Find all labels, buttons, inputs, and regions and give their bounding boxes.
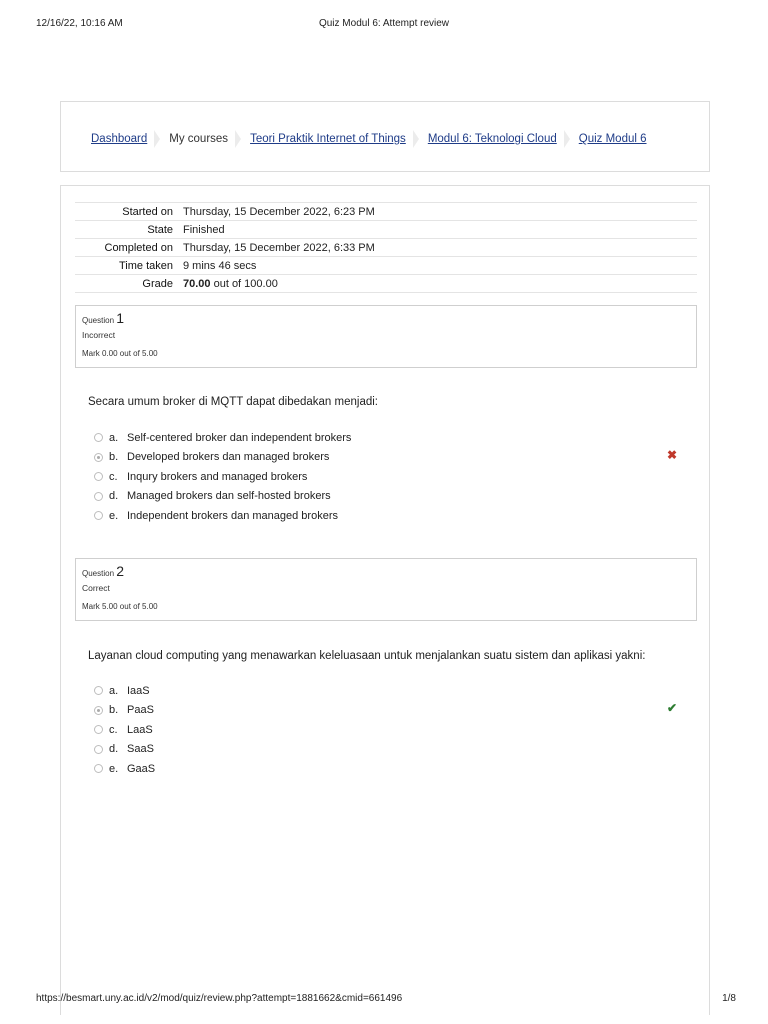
question-state: Correct bbox=[82, 583, 110, 593]
answer-letter: b. bbox=[109, 704, 119, 717]
breadcrumb-card bbox=[60, 101, 710, 172]
answer-option-c[interactable] bbox=[94, 467, 351, 487]
answer-option-a[interactable] bbox=[94, 428, 351, 448]
answer-text: Managed brokers dan self-hosted brokers bbox=[127, 490, 331, 503]
radio-button-selected[interactable] bbox=[94, 706, 103, 715]
grade-value: 70.00 bbox=[183, 277, 211, 290]
answer-text: Developed brokers dan managed brokers bbox=[127, 451, 330, 464]
summary-row-state bbox=[75, 221, 697, 239]
radio-button[interactable] bbox=[94, 492, 103, 501]
answer-letter: e. bbox=[109, 509, 119, 522]
breadcrumb-separator-icon bbox=[235, 130, 241, 148]
answer-option-e[interactable] bbox=[94, 506, 351, 526]
breadcrumb bbox=[91, 130, 647, 148]
radio-button[interactable] bbox=[94, 764, 103, 773]
attempt-summary-table bbox=[75, 202, 697, 293]
breadcrumb-module[interactable]: Modul 6: Teknologi Cloud bbox=[427, 133, 557, 145]
breadcrumb-separator-icon bbox=[154, 130, 160, 148]
summary-value: 9 mins 46 secs bbox=[183, 259, 257, 272]
answer-letter: c. bbox=[109, 723, 118, 736]
answer-option-d[interactable] bbox=[94, 740, 155, 760]
print-title: Quiz Modul 6: Attempt review bbox=[318, 18, 450, 29]
breadcrumb-quiz[interactable]: Quiz Modul 6 bbox=[578, 133, 647, 145]
answer-text: Self-centered broker dan independent brokers bbox=[127, 431, 352, 444]
print-page-number: 1/8 bbox=[722, 993, 736, 1004]
radio-button-selected[interactable] bbox=[94, 453, 103, 462]
answer-text: GaaS bbox=[127, 762, 156, 775]
breadcrumb-dashboard[interactable]: Dashboard bbox=[91, 133, 148, 145]
answer-letter: b. bbox=[109, 451, 119, 464]
summary-value: Thursday, 15 December 2022, 6:23 PM bbox=[183, 205, 375, 218]
summary-row-completed bbox=[75, 239, 697, 257]
radio-button[interactable] bbox=[94, 472, 103, 481]
question-number: 1 bbox=[116, 310, 125, 326]
answer-text: IaaS bbox=[127, 684, 150, 697]
question-label: Question bbox=[82, 316, 115, 325]
answer-letter: e. bbox=[109, 762, 119, 775]
summary-value: Finished bbox=[183, 223, 225, 236]
answer-list bbox=[94, 681, 155, 779]
radio-button[interactable] bbox=[94, 686, 103, 695]
radio-button[interactable] bbox=[94, 511, 103, 520]
answer-letter: c. bbox=[109, 470, 118, 483]
answer-text: Inqury brokers and managed brokers bbox=[127, 470, 308, 483]
answer-text: LaaS bbox=[127, 723, 153, 736]
summary-value: Thursday, 15 December 2022, 6:33 PM bbox=[183, 241, 375, 254]
question-text: Layanan cloud computing yang menawarkan keleluasaan untuk menjalankan suatu sistem dan aplikasi yakni: bbox=[88, 650, 646, 662]
breadcrumb-course[interactable]: Teori Praktik Internet of Things bbox=[250, 133, 406, 145]
summary-value bbox=[183, 275, 697, 293]
question-info bbox=[75, 558, 697, 621]
question-number: 2 bbox=[116, 563, 125, 579]
radio-button[interactable] bbox=[94, 433, 103, 442]
answer-option-a[interactable] bbox=[94, 681, 155, 701]
question-mark: Mark 0.00 out of 5.00 bbox=[82, 348, 158, 358]
summary-row-started bbox=[75, 203, 697, 221]
print-url: https://besmart.uny.ac.id/v2/mod/quiz/review.php?attempt=1881662&cmid=661496 bbox=[36, 993, 403, 1004]
answer-letter: a. bbox=[109, 431, 119, 444]
question-label: Question bbox=[82, 569, 115, 578]
summary-label: Time taken bbox=[118, 259, 173, 272]
question-text: Secara umum broker di MQTT dapat dibedakan menjadi: bbox=[88, 396, 378, 408]
summary-label: Grade bbox=[142, 277, 173, 290]
summary-row-time bbox=[75, 257, 697, 275]
summary-row-grade bbox=[75, 275, 697, 293]
grade-suffix: out of 100.00 bbox=[213, 277, 278, 290]
question-info bbox=[75, 305, 697, 368]
print-datetime: 12/16/22, 10:16 AM bbox=[36, 18, 123, 29]
answer-text: PaaS bbox=[127, 704, 154, 717]
answer-letter: d. bbox=[109, 490, 119, 503]
radio-button[interactable] bbox=[94, 725, 103, 734]
breadcrumb-my-courses[interactable]: My courses bbox=[169, 133, 229, 145]
attempt-review-card bbox=[60, 185, 710, 1015]
summary-label: Started on bbox=[122, 205, 173, 218]
breadcrumb-separator-icon bbox=[564, 130, 570, 148]
radio-button[interactable] bbox=[94, 745, 103, 754]
answer-list bbox=[94, 428, 351, 526]
question-mark: Mark 5.00 out of 5.00 bbox=[82, 601, 158, 611]
cross-icon: ✖ bbox=[667, 448, 678, 462]
answer-text: Independent brokers dan managed brokers bbox=[127, 509, 338, 522]
answer-letter: a. bbox=[109, 684, 119, 697]
breadcrumb-separator-icon bbox=[413, 130, 419, 148]
answer-option-d[interactable] bbox=[94, 487, 351, 507]
check-icon: ✔ bbox=[667, 701, 678, 715]
answer-letter: d. bbox=[109, 743, 119, 756]
answer-option-b[interactable] bbox=[94, 701, 155, 721]
answer-option-b[interactable] bbox=[94, 448, 351, 468]
summary-label: State bbox=[147, 223, 173, 236]
answer-text: SaaS bbox=[127, 743, 154, 756]
answer-option-e[interactable] bbox=[94, 759, 155, 779]
summary-label: Completed on bbox=[104, 241, 173, 254]
question-state: Incorrect bbox=[82, 330, 116, 340]
answer-option-c[interactable] bbox=[94, 720, 155, 740]
